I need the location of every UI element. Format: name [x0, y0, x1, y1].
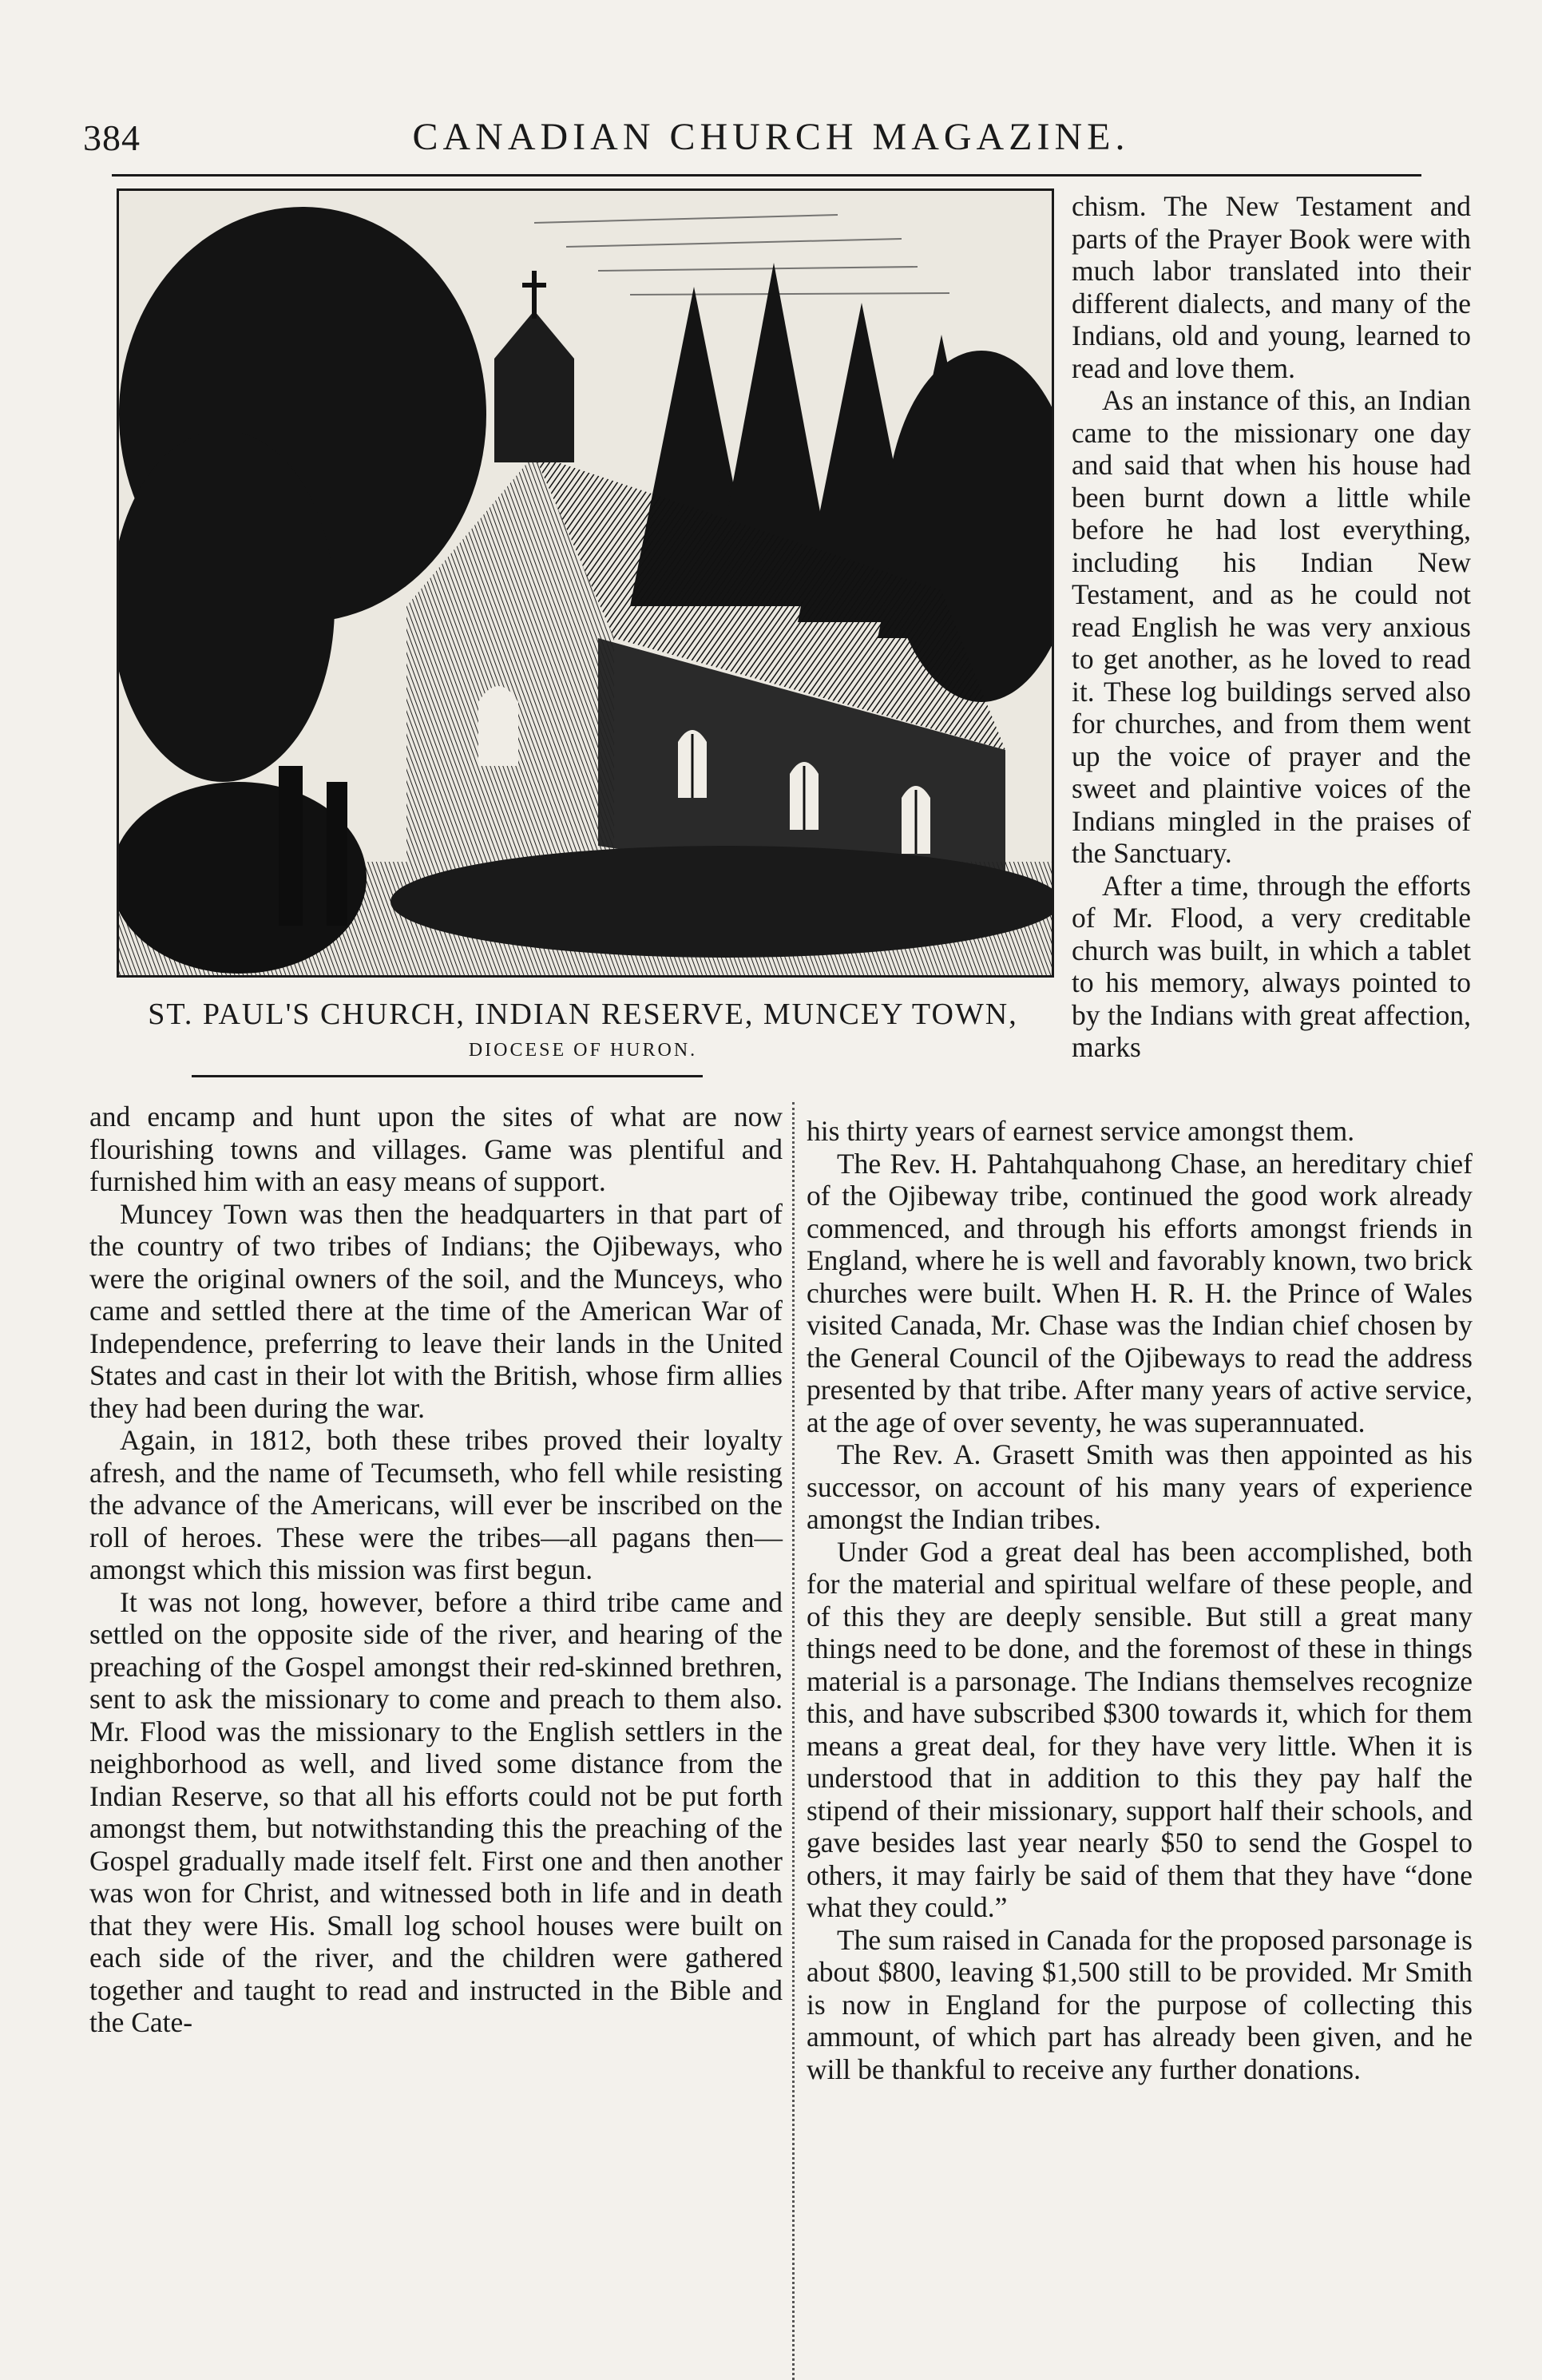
page-number: 384 — [83, 117, 141, 158]
paragraph: The Rev. H. Pahtahquahong Chase, an hereditary chief of the Ojibeway tribe, continued the good work already commenced, and through his efforts amongst friends in England, where he is well and favorably known, two brick churches were built. When H. R. H. the Prince of Wales visited Canada, Mr. Chase was the Indian chief chosen by the General Council of the Ojibeways to read the address presented by that tribe. After many years of active service, at the age of over seventy, he was superannuated. — [807, 1147, 1473, 1438]
illustration-subcaption: DIOCESE OF HURON. — [468, 1040, 698, 1061]
paragraph: It was not long, however, before a third tribe came and settled on the opposite side of the river, and hearing of the preaching of the Gospel amongst their red-skinned brethren, sent to ask the missionary to come and preach to them also. Mr. Flood was the missionary to the English settlers in the neighborhood as well, and lived some distance from the Indian Reserve, so that all his efforts could not be put forth amongst them, but notwithstanding this the preaching of the Gospel gradually made itself felt. First one and then another was won for Christ, and witnessed both in life and in death that they were His. Small log school houses were built on each side of the river, and the children were gathered together and taught to read and instructed in the Bible and the Cate- — [89, 1585, 783, 2038]
right-top-column — [1072, 190, 1471, 1064]
header-rule — [112, 174, 1421, 177]
paragraph: chism. The New Testament and parts of the Prayer Book were with much labor translated into their different dialects, and many of the Indians, old and young, learned to read and love them. — [1072, 190, 1471, 384]
column-divider — [792, 1102, 796, 2380]
paragraph: As an instance of this, an Indian came to the missionary one day and said that when his house had been burnt down a little while before he had lost everything, including his Indian New Testament, and as he could not read English he was very anxious to get another, as he loved to read it. These log buildings served also for churches, and from them went up the voice of prayer and the sweet and plaintive voices of the Indians mingled in the praises of the Sanctuary. — [1072, 384, 1471, 869]
illustration-caption: ST. PAUL'S CHURCH, INDIAN RESERVE, MUNCEY TOWN, — [148, 998, 1018, 1031]
church-engraving — [119, 191, 1052, 975]
church-illustration — [117, 188, 1054, 978]
caption-rule — [192, 1075, 703, 1077]
paragraph: The Rev. A. Grasett Smith was then appointed as his successor, on account of his many years of experience amongst the Indian tribes. — [807, 1438, 1473, 1535]
right-bottom-column — [807, 1115, 1473, 2085]
paragraph: and encamp and hunt upon the sites of what are now flourishing towns and villages. Game was plentiful and furnished him with an easy means of support. — [89, 1101, 783, 1197]
left-column — [89, 1101, 783, 2039]
running-head: CANADIAN CHURCH MAGAZINE. — [412, 116, 1130, 158]
paragraph: Muncey Town was then the headquarters in that part of the country of two tribes of Indians; the Ojibeways, who were the original owners of the soil, and the Munceys, who came and settled there at the time of the American War of Independence, preferring to leave their lands in the United States and cast in their lot with the British, whose firm allies they had been during the war. — [89, 1197, 783, 1424]
paragraph: The sum raised in Canada for the proposed parsonage is about $800, leaving $1,500 still to be provided. Mr Smith is now in England for the purpose of collecting this ammount, of which part has already been given, and he will be thankful to receive any further donations. — [807, 1923, 1473, 2085]
paragraph: After a time, through the efforts of Mr. Flood, a very creditable church was built, in which a tablet to his memory, always pointed to by the Indians with great affection, marks — [1072, 869, 1471, 1063]
paragraph: Again, in 1812, both these tribes proved their loyalty afresh, and the name of Tecumseth, who fell while resisting the advance of the Americans, will ever be inscribed on the roll of heroes. These were the tribes—all pagans then—amongst which this mission was first begun. — [89, 1424, 783, 1585]
paragraph: Under God a great deal has been accomplished, both for the material and spiritual welfare of these people, and of this they are deeply sensible. But still a great many things need to be done, and the foremost of these in things material is a parsonage. The Indians themselves recognize this, and have subscribed $300 towards it, which for them means a great deal, for they have very little. When it is understood that in addition to this they pay half the stipend of their missionary, support half their schools, and gave besides last year nearly $50 to send the Gospel to others, it may fairly be said of them that they have “done what they could.” — [807, 1535, 1473, 1923]
paragraph: his thirty years of earnest service amongst them. — [807, 1115, 1355, 1147]
